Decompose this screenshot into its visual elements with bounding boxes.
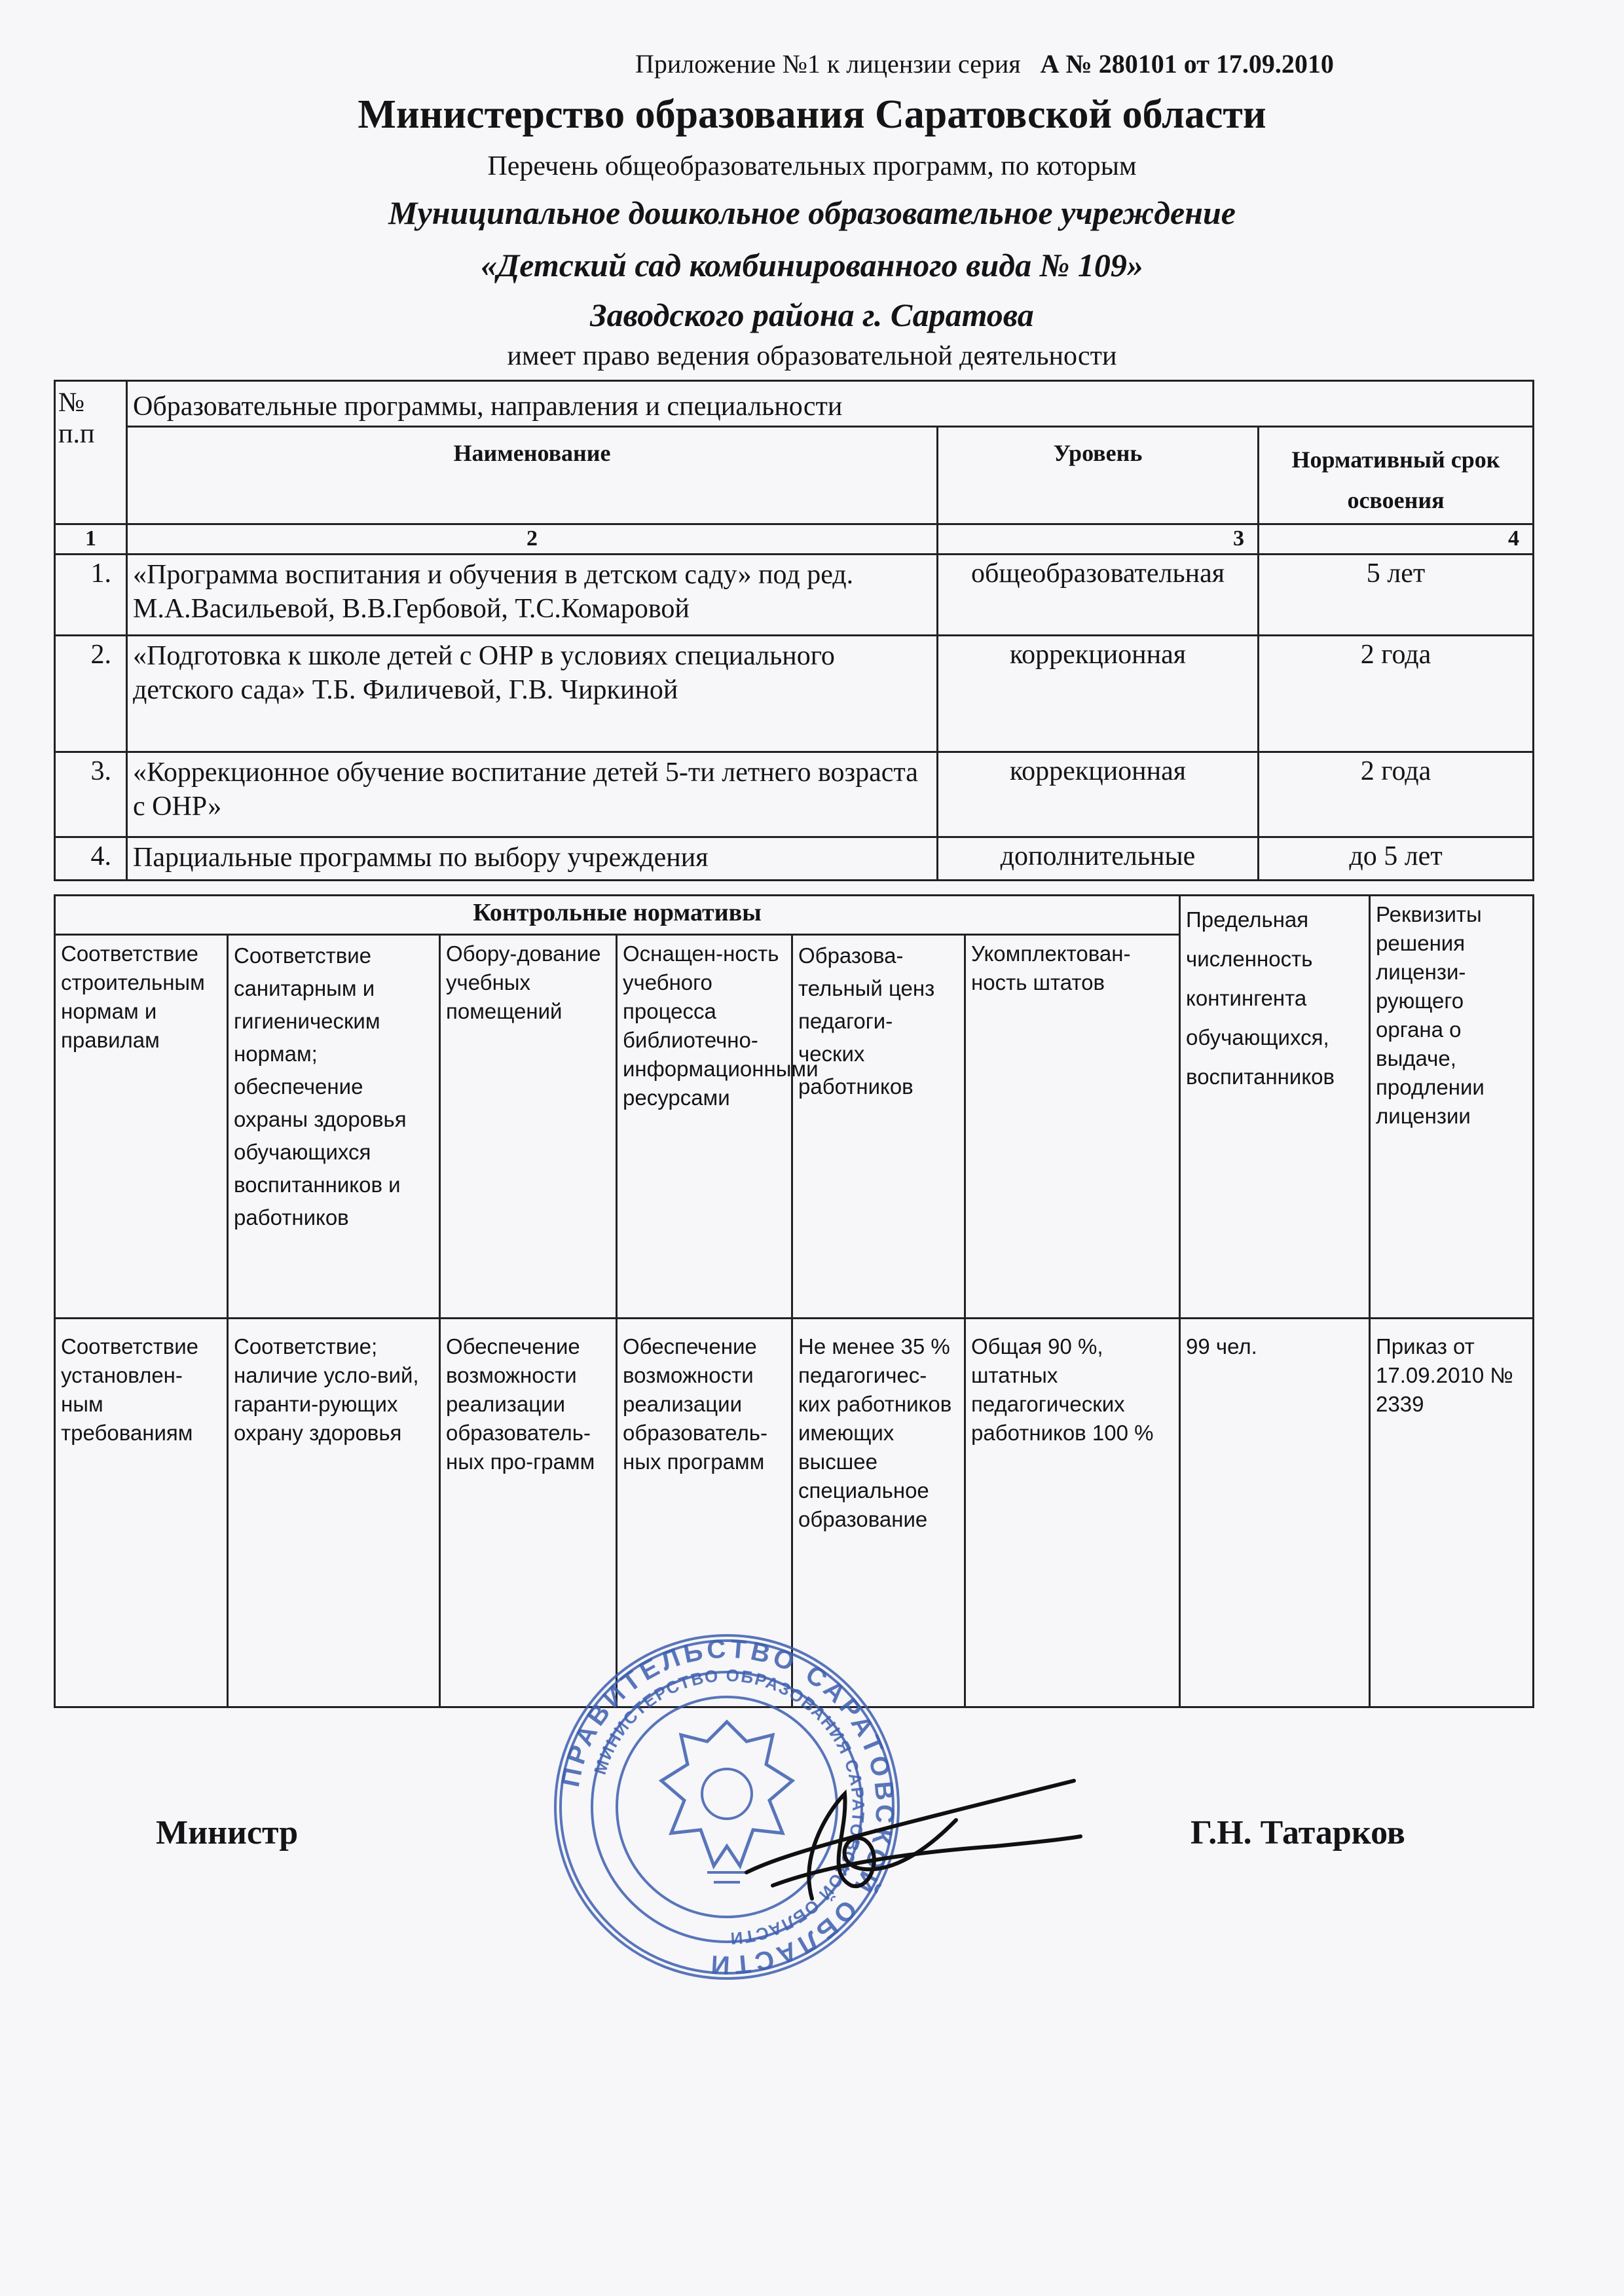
program-name: Парциальные программы по выбору учреждения [127,837,938,881]
program-term: до 5 лет [1259,837,1534,881]
col-level-header: Уровень [938,427,1259,524]
programs-group-header: Образовательные программы, направления и специальности [127,381,1534,427]
col-name-header: Наименование [127,427,938,524]
institution-district: Заводского района г. Саратова [590,297,1034,333]
program-term: 5 лет [1259,555,1534,636]
row-number: 3. [55,752,127,837]
norm-header: Предельная численность контингента обучающихся, воспитанников [1180,896,1370,1319]
row-number: 2. [55,636,127,752]
program-name: «Подготовка к школе детей с ОНР в условиях специального детского сада» Т.Б. Филичевой, Г.В. Чиркиной [127,636,938,752]
table-row [55,752,1534,837]
program-level: коррекционная [938,636,1259,752]
norm-value: Обеспечение возможности реализации образователь-ных про-грамм [440,1319,617,1707]
row-number: 1. [55,555,127,636]
license-right-text: имеет право ведения образовательной деятельности [507,341,1117,371]
institution-type: Муниципальное дошкольное образовательное учреждение [388,194,1236,231]
norm-value: Приказ от 17.09.2010 № 2339 [1370,1319,1534,1707]
norm-header: Обору-дование учебных помещений [440,935,617,1319]
appendix-reference [635,48,1334,79]
program-level: дополнительные [938,837,1259,881]
col-term-header: Нормативный срок освоения [1259,427,1534,524]
table-row [55,636,1534,752]
programs-table [54,380,1534,881]
program-name: «Программа воспитания и обучения в детском саду» под ред. М.А.Васильевой, В.В.Гербовой, Т.С.Комаровой [127,555,938,636]
institution-name: «Детский сад комбинированного вида № 109» [481,247,1143,283]
col-index: 4 [1259,524,1534,555]
table-row [55,555,1534,636]
ministry-title: Министерство образования Саратовской области [358,92,1266,137]
norm-header: Оснащен-ность учебного процесса библиотечно-информационными ресурсами [617,935,792,1319]
row-number: 4. [55,837,127,881]
seal-inner-text: МИНИСТЕРСТВО ОБРАЗОВАНИЯ САРАТОВСКОЙ ОБЛАСТИ [589,1665,869,1949]
col-index: 1 [55,524,127,555]
programs-list-intro: Перечень общеобразовательных программ, по которым [487,151,1137,181]
col-index: 2 [127,524,938,555]
norm-header: Укомплектован-ность штатов [965,935,1180,1319]
col-index: 3 [938,524,1259,555]
program-level: коррекционная [938,752,1259,837]
norm-value: Не менее 35 % педагогичес-ких работников имеющих высшее специальное образование [792,1319,965,1707]
control-norms-title: Контрольные нормативы [55,896,1180,935]
minister-title: Министр [156,1814,299,1851]
program-level: общеобразовательная [938,555,1259,636]
norm-header: Реквизиты решения лицензи-рующего органа о выдаче, продлении лицензии [1370,896,1534,1319]
norm-header: Образова-тельный ценз педагоги-ческих работников [792,935,965,1319]
table-row [55,837,1534,881]
norm-value: Общая 90 %, штатных педагогических работников 100 % [965,1319,1180,1707]
norm-value: 99 чел. [1180,1319,1370,1707]
control-norms-table [54,894,1534,1708]
minister-name: Г.Н. Татарков [1190,1814,1405,1851]
program-term: 2 года [1259,636,1534,752]
program-name: «Коррекционное обучение воспитание детей 5-ти летнего возраста с ОНР» [127,752,938,837]
signature-icon [733,1755,1087,1905]
norm-value: Соответствие установлен-ным требованиям [55,1319,228,1707]
norm-value: Соответствие; наличие усло-вий, гаранти-рующих охрану здоровья [228,1319,440,1707]
norm-value: Обеспечение возможности реализации образователь-ных программ [617,1319,792,1707]
program-term: 2 года [1259,752,1534,837]
col-number-header: № п.п [55,381,127,524]
norm-header: Соответствие санитарным и гигиеническим нормам; обеспечение охраны здоровья обучающихся воспитанников и работников [228,935,440,1319]
appendix-text: Приложение №1 к лицензии серия [635,49,1021,79]
seal-outer-text: ПРАВИТЕЛЬСТВО САРАТОВСКОЙ ОБЛАСТИ [555,1634,900,1980]
norm-header: Соответствие строительным нормам и правилам [55,935,228,1319]
license-series-number: А № 280101 от 17.09.2010 [1040,49,1334,79]
